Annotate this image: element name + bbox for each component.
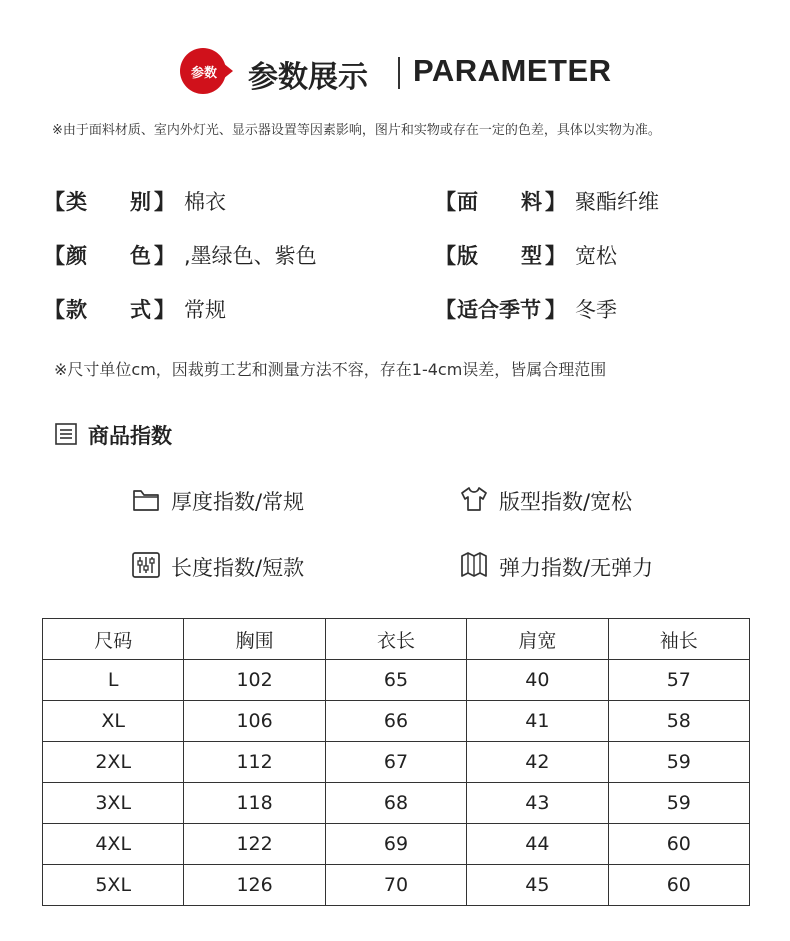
column-header: 胸围 bbox=[184, 619, 325, 660]
table-cell: 57 bbox=[608, 660, 749, 701]
table-cell: XL bbox=[43, 701, 184, 742]
table-cell: 45 bbox=[467, 865, 608, 906]
table-cell: 126 bbox=[184, 865, 325, 906]
spec-label: 【 款 式 】 bbox=[44, 298, 175, 322]
table-row bbox=[43, 660, 750, 701]
folder-icon bbox=[131, 484, 161, 514]
table-cell: 67 bbox=[325, 742, 466, 783]
table-row bbox=[43, 783, 750, 824]
table-row bbox=[43, 701, 750, 742]
table-row bbox=[43, 824, 750, 865]
list-icon bbox=[54, 422, 78, 446]
spec-label: 【 适合季节 】 bbox=[435, 298, 566, 322]
spec-label: 【 版 型 】 bbox=[435, 244, 566, 268]
stretch-icon bbox=[459, 550, 489, 580]
table-cell: 43 bbox=[467, 783, 608, 824]
table-cell: 40 bbox=[467, 660, 608, 701]
tshirt-icon bbox=[459, 484, 489, 514]
spec-value: 聚酯纤维 bbox=[575, 190, 659, 214]
table-cell: 58 bbox=[608, 701, 749, 742]
table-header-row bbox=[43, 619, 750, 660]
size-note: ※尺寸单位cm，因裁剪工艺和测量方法不容，存在1-4cm误差，皆属合理范围 bbox=[54, 360, 607, 379]
table-cell: 122 bbox=[184, 824, 325, 865]
spec-value: 宽松 bbox=[575, 244, 617, 268]
table-cell: 3XL bbox=[43, 783, 184, 824]
sliders-icon bbox=[131, 550, 161, 580]
table-cell: 44 bbox=[467, 824, 608, 865]
table-cell: 60 bbox=[608, 865, 749, 906]
spec-value: 常规 bbox=[184, 298, 226, 322]
column-header: 衣长 bbox=[325, 619, 466, 660]
size-table bbox=[42, 618, 750, 906]
spec-label: 【 颜 色 】 bbox=[44, 244, 175, 268]
spec-label: 【 类 别 】 bbox=[44, 190, 175, 214]
table-cell: 68 bbox=[325, 783, 466, 824]
table-cell: L bbox=[43, 660, 184, 701]
table-cell: 102 bbox=[184, 660, 325, 701]
spec-value: 棉衣 bbox=[184, 190, 226, 214]
column-header: 尺码 bbox=[43, 619, 184, 660]
spec-value: ,墨绿色、紫色 bbox=[184, 244, 317, 268]
table-cell: 66 bbox=[325, 701, 466, 742]
table-cell: 70 bbox=[325, 865, 466, 906]
spec-value: 冬季 bbox=[575, 298, 617, 322]
table-cell: 42 bbox=[467, 742, 608, 783]
table-cell: 112 bbox=[184, 742, 325, 783]
table-row bbox=[43, 742, 750, 783]
table-cell: 4XL bbox=[43, 824, 184, 865]
table-cell: 106 bbox=[184, 701, 325, 742]
title-divider bbox=[398, 57, 400, 89]
table-cell: 59 bbox=[608, 783, 749, 824]
table-cell: 65 bbox=[325, 660, 466, 701]
table-cell: 60 bbox=[608, 824, 749, 865]
table-cell: 69 bbox=[325, 824, 466, 865]
badge-label: 参数 bbox=[190, 66, 217, 81]
page-title: 参数展示 bbox=[248, 60, 368, 95]
spec-label: 【 面 料 】 bbox=[435, 190, 566, 214]
table-cell: 5XL bbox=[43, 865, 184, 906]
table-row bbox=[43, 865, 750, 906]
column-header: 肩宽 bbox=[467, 619, 608, 660]
column-header: 袖长 bbox=[608, 619, 749, 660]
table-cell: 118 bbox=[184, 783, 325, 824]
table-cell: 2XL bbox=[43, 742, 184, 783]
color-disclaimer: ※由于面料材质、室内外灯光、显示器设置等因素影响，图片和实物或存在一定的色差，具体以实物为准。 bbox=[52, 123, 661, 138]
table-cell: 59 bbox=[608, 742, 749, 783]
table-cell: 41 bbox=[467, 701, 608, 742]
page-title-english: PARAMETER bbox=[413, 53, 612, 88]
page-header bbox=[0, 38, 790, 108]
